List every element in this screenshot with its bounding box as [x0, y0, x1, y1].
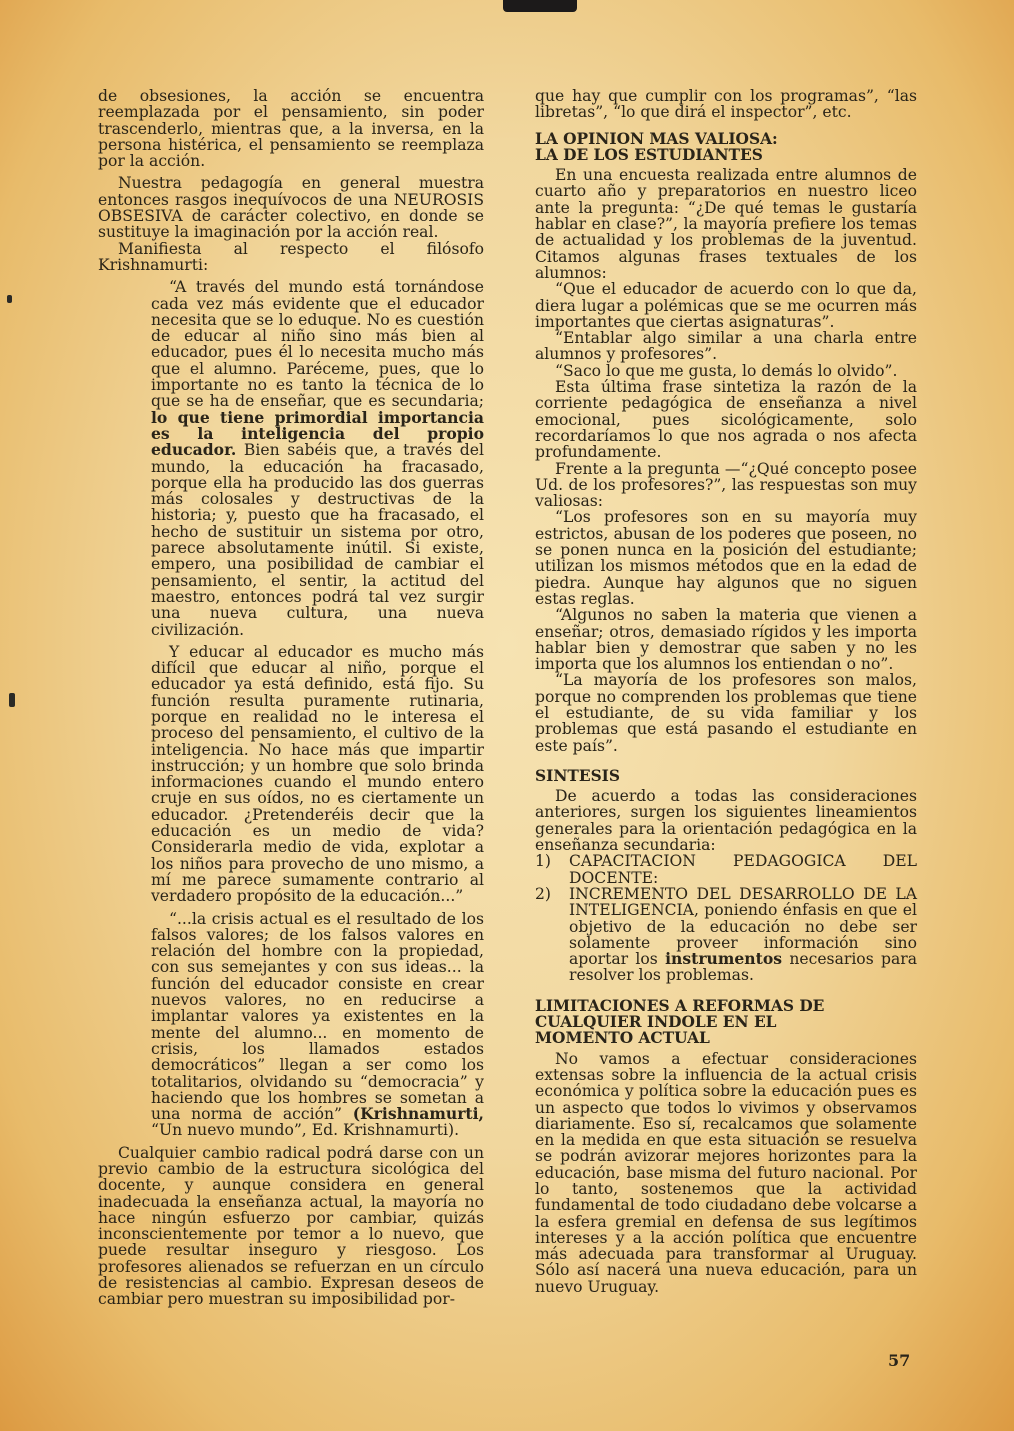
- paragraph: “Que el educador de acuerdo con lo que da, diera lugar a polémicas que se me ocurren más importantes que ciertas asignaturas”.: [535, 280, 917, 331]
- paragraph: Manifiesta al respecto el filósofo Krishnamurti:: [98, 239, 484, 274]
- section-heading: [535, 998, 917, 1047]
- paragraph: En una encuesta realizada entre alumnos de cuarto año y preparatorios en nuestro liceo ante la pregunta: “¿De qué temas le gustaría hablar en clase?”, la mayoría prefiere los temas de actualidad y los problemas de la juventud. Citamos algunas frases textuales de los alumnos:: [535, 166, 917, 282]
- paragraph: que hay que cumplir con los programas”, “las libretas”, “lo que dirá el inspector”, etc.: [535, 87, 917, 122]
- quote-source: “Un nuevo mundo”, Ed. Krishnamurti).: [151, 1121, 460, 1140]
- top-binding-tab: [503, 0, 577, 12]
- list-number: 1): [535, 852, 552, 871]
- margin-mark: [7, 295, 12, 303]
- quote-text: Bien sabéis que, a través del mundo, la educación ha fracasado, porque ella ha producido las dos guerras más colosales y destructivas de la historia; y, puesto que ha fracasado, el hecho de sustituir un sistema por otro, parece absolutamente inútil. Si existe, empero, una posibilidad de cambiar el pensamiento, el sentir, la actitud del maestro, entonces podrá tal vez surgir una nueva cultura, una nueva civilización.: [151, 441, 484, 639]
- section-heading: [535, 131, 917, 164]
- list-item: [535, 886, 917, 984]
- heading-line: LIMITACIONES A REFORMAS DE: [535, 996, 825, 1015]
- heading-line: CUALQUIER INDOLE EN EL: [535, 1013, 777, 1032]
- block-quote: [151, 279, 484, 1138]
- margin-mark: [9, 693, 15, 707]
- heading-line: LA DE LOS ESTUDIANTES: [535, 145, 763, 164]
- page-number: 57: [888, 1351, 911, 1370]
- quote-paragraph: [151, 911, 484, 1139]
- quote-author: (Krishnamurti,: [352, 1104, 484, 1124]
- paragraph: “Algunos no saben la materia que vienen a enseñar; otros, demasiado rígidos y les importa hablar bien y demostrar que saben y no les importa que los alumnos los entiendan o no”.: [535, 606, 917, 674]
- heading-line: LA OPINION MAS VALIOSA:: [535, 129, 778, 148]
- list-text-part: INCREMENTO DEL DESARROLLO DE LA INTELIGENCIA, poniendo énfasis en que el objetivo de la educación no debe ser solamente proveer información sino aportar los: [569, 884, 917, 969]
- list-text-part: CAPACITACION PEDAGOGICA DEL DOCENTE:: [569, 852, 917, 887]
- heading-line: MOMENTO ACTUAL: [535, 1029, 710, 1048]
- paragraph: “Saco lo que me gusta, lo demás lo olvido”.: [555, 361, 898, 380]
- paragraph: Frente a la pregunta —“¿Qué concepto posee Ud. de los profesores?”, las respuestas son muy valiosas:: [535, 459, 917, 511]
- paragraph: “Los profesores son en su mayoría muy estrictos, abusan de los poderes que poseen, no se ponen nunca en la posición del estudiante; utilizan los mismos métodos que en la edad de piedra. Aunque hay algunos que no siguen estas reglas.: [535, 508, 917, 608]
- section-heading: SINTESIS: [535, 766, 620, 785]
- quote-text: “...la crisis actual es el resultado de los falsos valores; de los falsos valores en relación del hombre con la propiedad, con sus semejantes y con sus ideas... la función del educador consiste en crear nuevos valores, no en reducirse a implantar valores ya existentes en la mente del alumno... en momento de crisis, los llamados estados democráticos” llegan a ser como los totalitarios, olvidando su “democracia” y haciendo que los hombres se sometan a una norma de acción”: [151, 909, 484, 1124]
- right-column: [535, 88, 917, 1295]
- quote-paragraph: Y educar al educador es mucho más difícil que educar al niño, porque el educador ya está definido, está fijo. Su función resulta puramente rutinaria, porque en realidad no le interesa el proceso del pensamiento, el cultivo de la inteligencia. No hace más que impartir instrucción; y un hombre que solo brinda informaciones cuando el mundo entero cruje en sus oídos, no es ciertamente un educador. ¿Pretenderéis decir que la educación es un medio de vida? Considerarla medio de vida, explotar a los niños para provecho de uno mismo, a mí me parece sumamente contrario al verdadero propósito de la educación...”: [151, 642, 484, 906]
- paragraph: No vamos a efectuar consideraciones extensas sobre la influencia de la actual crisis económica y política sobre la educación pues es un aspecto que todos lo vivimos y observamos diariamente. Eso sí, recalcamos que solamente en la medida en que esta situación se resuelva se podrán avizorar mejores horizontes para la educación, base misma del futuro nacional. Por lo tanto, sostenemos que la actividad fundamental de todo ciudadano debe volcarse a la esfera gremial en defensa de sus legítimos intereses y a la acción política que encuentre más adecuada para transformar al Uruguay. Sólo así nacerá una nueva educación, para un nuevo Uruguay.: [535, 1049, 917, 1296]
- list-number: 2): [535, 884, 552, 903]
- paragraph: “La mayoría de los profesores son malos, porque no comprenden los problemas que tiene el estudiante, de su vida familiar y los problemas que está pasando el estudiante en este país”.: [535, 671, 917, 755]
- paragraph: “Entablar algo similar a una charla entre alumnos y profesores”.: [535, 329, 917, 364]
- list-text: [569, 886, 917, 984]
- list-text-part: necesarios para resolver los problemas.: [569, 950, 918, 985]
- paragraph: De acuerdo a todas las consideraciones anteriores, surgen los siguientes lineamientos generales para la orientación pedagógica en la enseñanza secundaria:: [535, 787, 917, 855]
- paragraph: Cualquier cambio radical podrá darse con un previo cambio de la estructura sicológica del docente, y aunque considera en general inadecuada la enseñanza actual, la mayoría no hace ningún esfuerzo por cambiar, quizás inconscientemente por temor a lo nuevo, que puede resultar inseguro y riesgoso. Los profesores alienados se refuerzan en un círculo de resistencias al cambio. Expresan deseos de cambiar pero muestran su imposibilidad por-: [98, 1143, 484, 1309]
- quote-paragraph: [151, 279, 484, 638]
- list-item: [535, 853, 917, 886]
- guidelines-list: [535, 853, 917, 983]
- paragraph: Esta última frase sintetiza la razón de la corriente pedagógica de enseñanza a nivel emocional, pues sicológicamente, solo recordaríamos lo que nos agrada o nos afecta profundamente.: [535, 378, 917, 462]
- paragraph: de obsesiones, la acción se encuentra reemplazada por el pensamiento, sin poder trascenderlo, mientras que, a la inversa, en la persona histérica, el pensamiento se reemplaza por la acción.: [98, 87, 484, 171]
- quote-bold-text: lo que tiene primordial importancia es la inteligencia del propio educador.: [151, 407, 484, 460]
- quote-text: “A través del mundo está tornándose cada vez más evidente que el educador necesita que se lo eduque. No es cuestión de educar al niño sino más bien al educador, pues él lo necesita mucho más que el alumno. Paréceme, pues, que lo importante no es tanto la técnica de lo que se ha de enseñar, que es secundaria;: [151, 278, 484, 411]
- left-column: [98, 88, 484, 1308]
- list-text: [569, 853, 917, 886]
- paragraph: Nuestra pedagogía en general muestra entonces rasgos inequívocos de una NEUROSIS OBSESIVA de carácter colectivo, en donde se sustituye la imaginación por la acción real.: [98, 174, 484, 242]
- list-bold-text: instrumentos: [665, 949, 783, 969]
